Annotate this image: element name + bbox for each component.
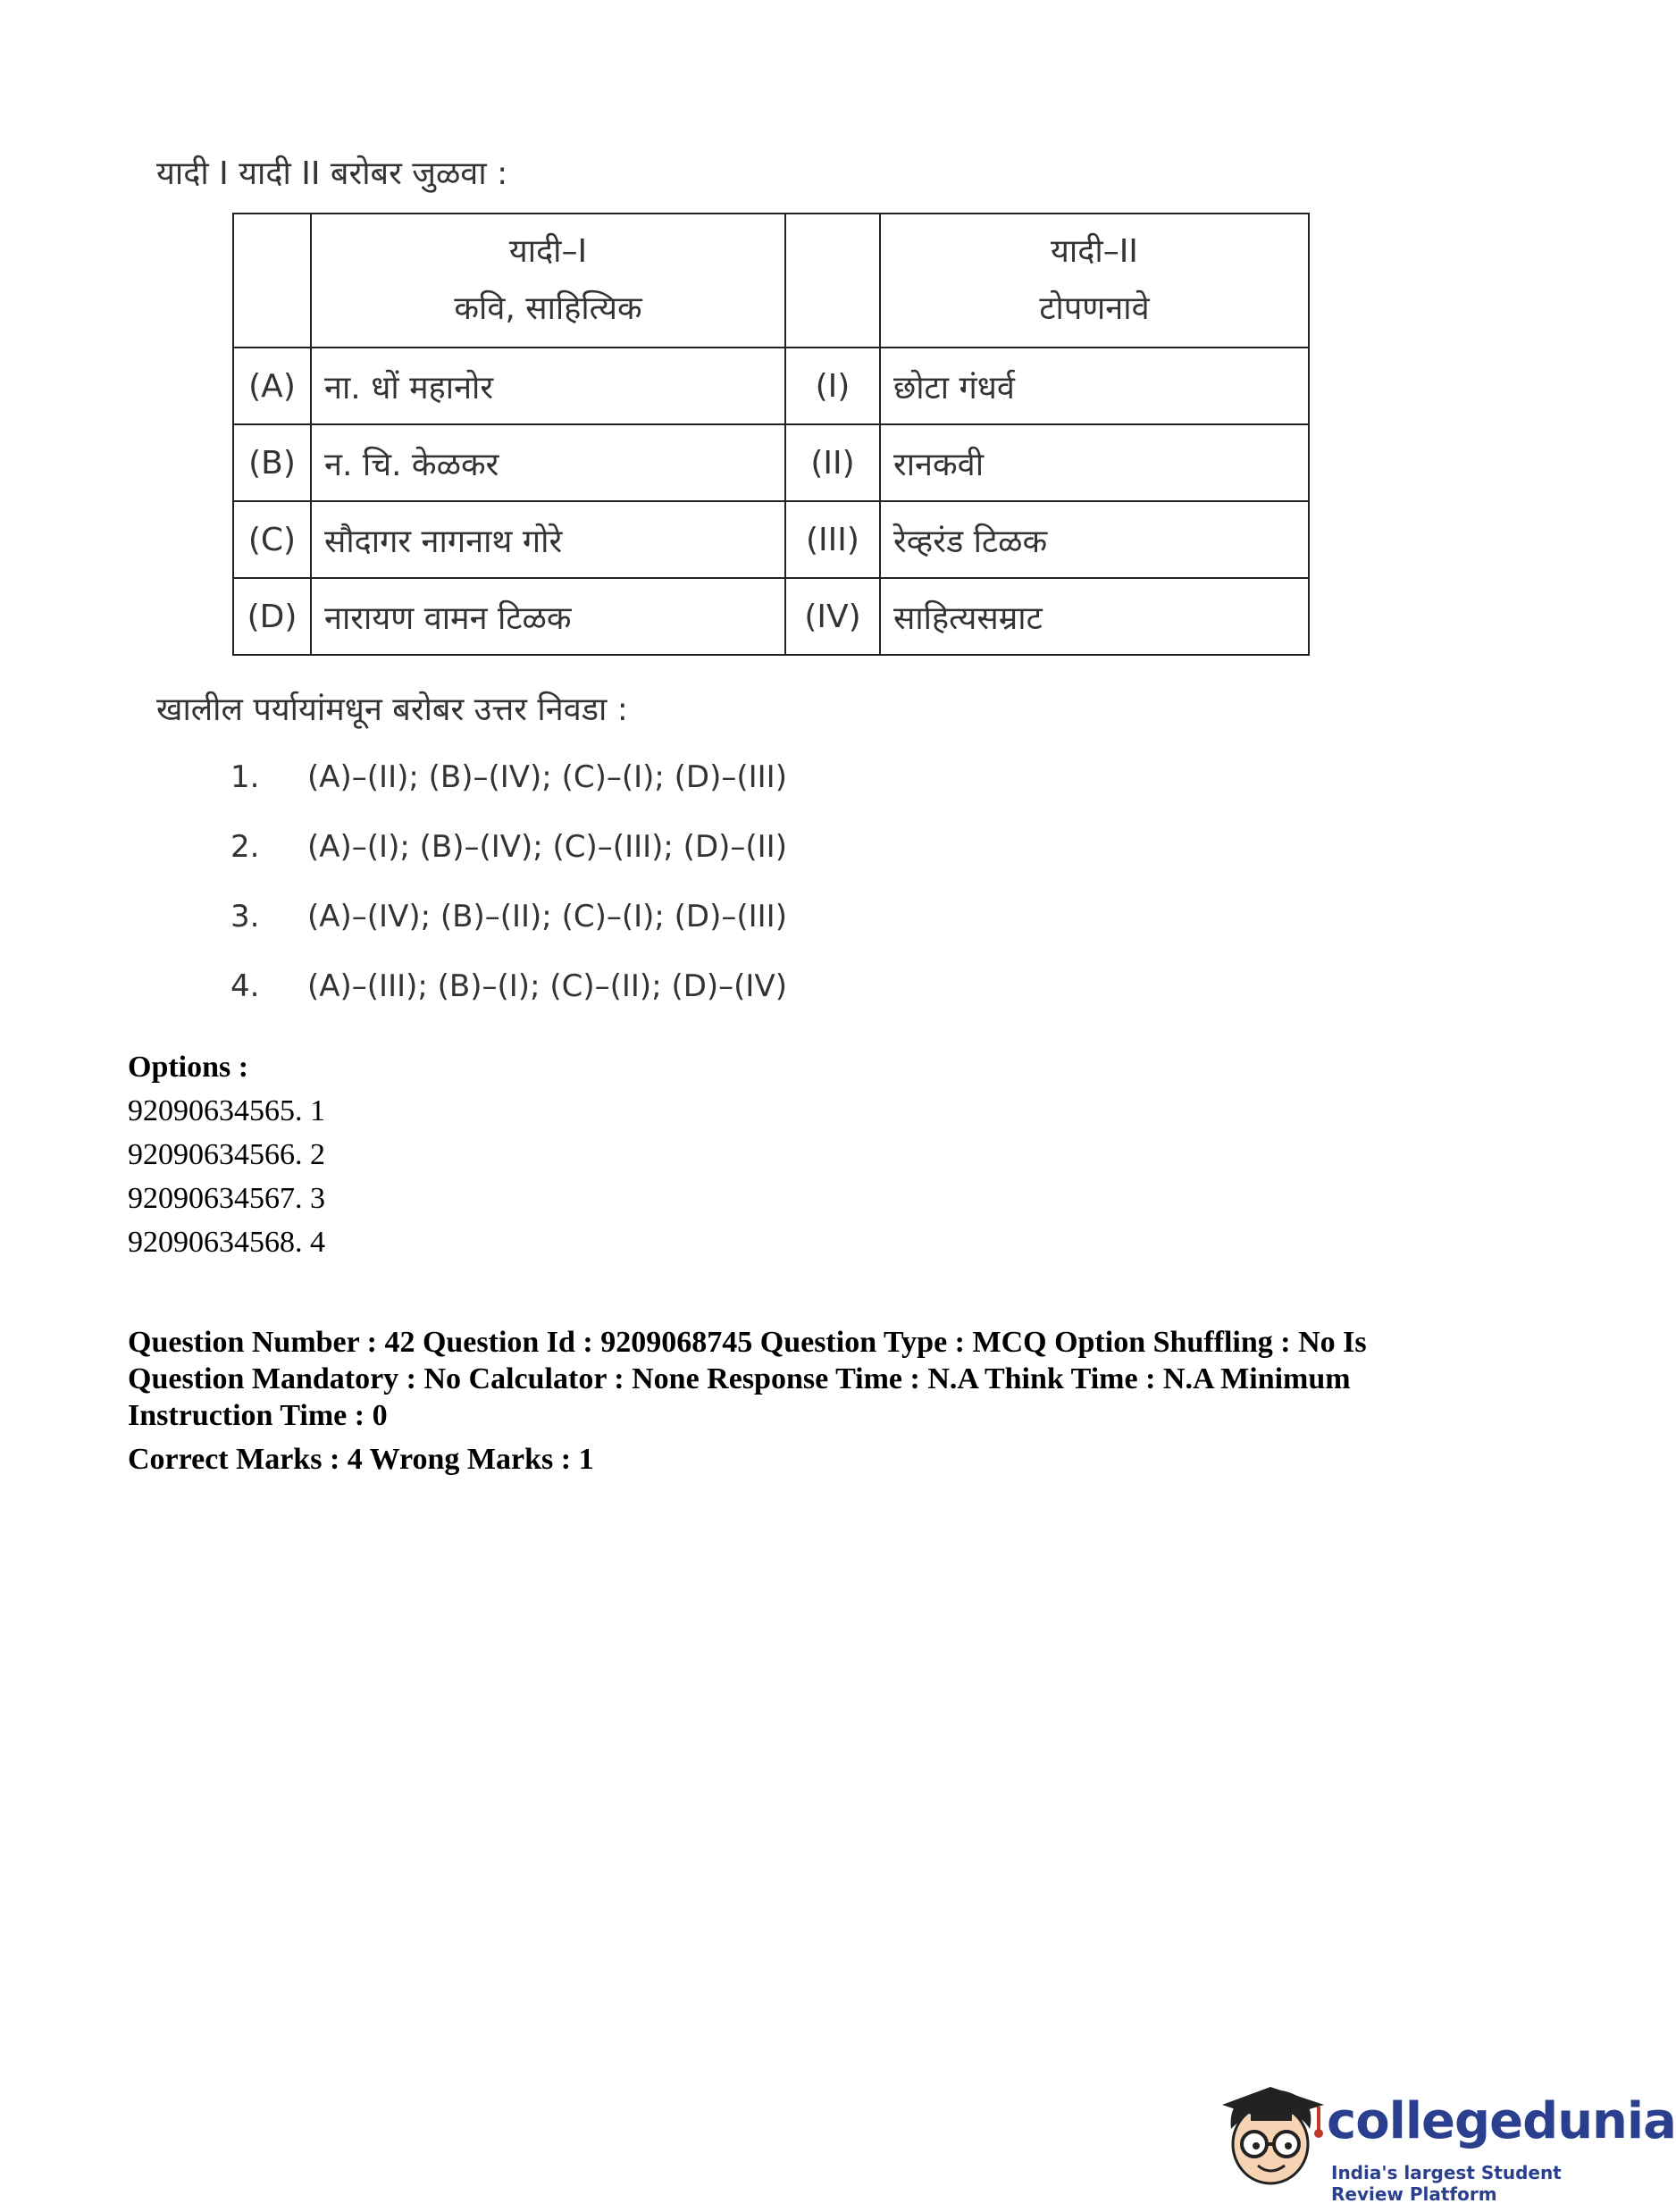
row-label: (A) bbox=[233, 348, 311, 424]
pen-name: रानकवी bbox=[880, 424, 1309, 501]
table-header-row bbox=[233, 214, 1309, 348]
brand-tagline: India's largest Student Review Platform bbox=[1331, 2162, 1562, 2205]
answer-choice-2[interactable] bbox=[230, 829, 787, 899]
answer-list bbox=[230, 759, 787, 1038]
answer-text: (A)–(II); (B)–(IV); (C)–(I); (D)–(III) bbox=[307, 759, 787, 795]
pen-name: छोटा गंधर्व bbox=[880, 348, 1309, 424]
option-item: 92090634568. 4 bbox=[128, 1226, 325, 1259]
pen-name: रेव्हरंड टिळक bbox=[880, 501, 1309, 578]
list2-header bbox=[880, 214, 1309, 348]
row-roman: (I) bbox=[785, 348, 880, 424]
table-row bbox=[233, 348, 1309, 424]
answer-choice-1[interactable] bbox=[230, 759, 787, 829]
list2-subtitle: टोपणनावे bbox=[1039, 290, 1150, 327]
options-block bbox=[128, 1045, 325, 1264]
poet-name: ना. धों महानोर bbox=[311, 348, 785, 424]
table-row bbox=[233, 424, 1309, 501]
answer-choice-4[interactable] bbox=[230, 968, 787, 1038]
answer-number: 2. bbox=[230, 829, 260, 865]
row-roman: (IV) bbox=[785, 578, 880, 655]
table-row bbox=[233, 578, 1309, 655]
pen-name: साहित्यसम्राट bbox=[880, 578, 1309, 655]
header-empty-cell bbox=[233, 214, 311, 348]
collegedunia-logo[interactable] bbox=[1215, 2080, 1676, 2205]
answer-text: (A)–(I); (B)–(IV); (C)–(III); (D)–(II) bbox=[307, 829, 787, 865]
answer-choice-3[interactable] bbox=[230, 899, 787, 968]
row-roman: (II) bbox=[785, 424, 880, 501]
option-item: 92090634565. 1 bbox=[128, 1094, 325, 1127]
mascot-icon bbox=[1215, 2080, 1331, 2196]
list1-title: यादी–I bbox=[508, 233, 588, 270]
poet-name: न. चि. केळकर bbox=[311, 424, 785, 501]
options-title: Options : bbox=[128, 1051, 249, 1084]
question-info: Question Number : 42 Question Id : 9209068745 Question Type : MCQ Option Shuffling : No Is Question Mandatory : No Calculator : None Response Time : N.A Think Time : N.A Minimum Instruction Time : 0 bbox=[128, 1326, 1367, 1432]
row-label: (D) bbox=[233, 578, 311, 655]
poet-name: नारायण वामन टिळक bbox=[311, 578, 785, 655]
header-empty-cell bbox=[785, 214, 880, 348]
list1-subtitle: कवि, साहित्यिक bbox=[454, 290, 642, 327]
choose-prompt: खालील पर्यायांमधून बरोबर उत्तर निवडा : bbox=[156, 691, 628, 728]
list2-title: यादी–II bbox=[1051, 233, 1138, 270]
option-item: 92090634566. 2 bbox=[128, 1138, 325, 1171]
question-meta bbox=[128, 1324, 1486, 1478]
match-table bbox=[232, 213, 1310, 656]
answer-text: (A)–(IV); (B)–(II); (C)–(I); (D)–(III) bbox=[307, 899, 787, 934]
answer-text: (A)–(III); (B)–(I); (C)–(II); (D)–(IV) bbox=[307, 968, 787, 1004]
row-label: (B) bbox=[233, 424, 311, 501]
list1-header bbox=[311, 214, 785, 348]
answer-number: 3. bbox=[230, 899, 260, 934]
marks-info: Correct Marks : 4 Wrong Marks : 1 bbox=[128, 1443, 594, 1476]
answer-number: 1. bbox=[230, 759, 260, 795]
question-instruction: यादी I यादी II बरोबर जुळवा : bbox=[156, 155, 508, 192]
row-roman: (III) bbox=[785, 501, 880, 578]
row-label: (C) bbox=[233, 501, 311, 578]
poet-name: सौदागर नागनाथ गोरे bbox=[311, 501, 785, 578]
brand-name: collegedunia bbox=[1327, 2092, 1676, 2150]
table-row bbox=[233, 501, 1309, 578]
answer-number: 4. bbox=[230, 968, 260, 1004]
option-item: 92090634567. 3 bbox=[128, 1182, 325, 1215]
